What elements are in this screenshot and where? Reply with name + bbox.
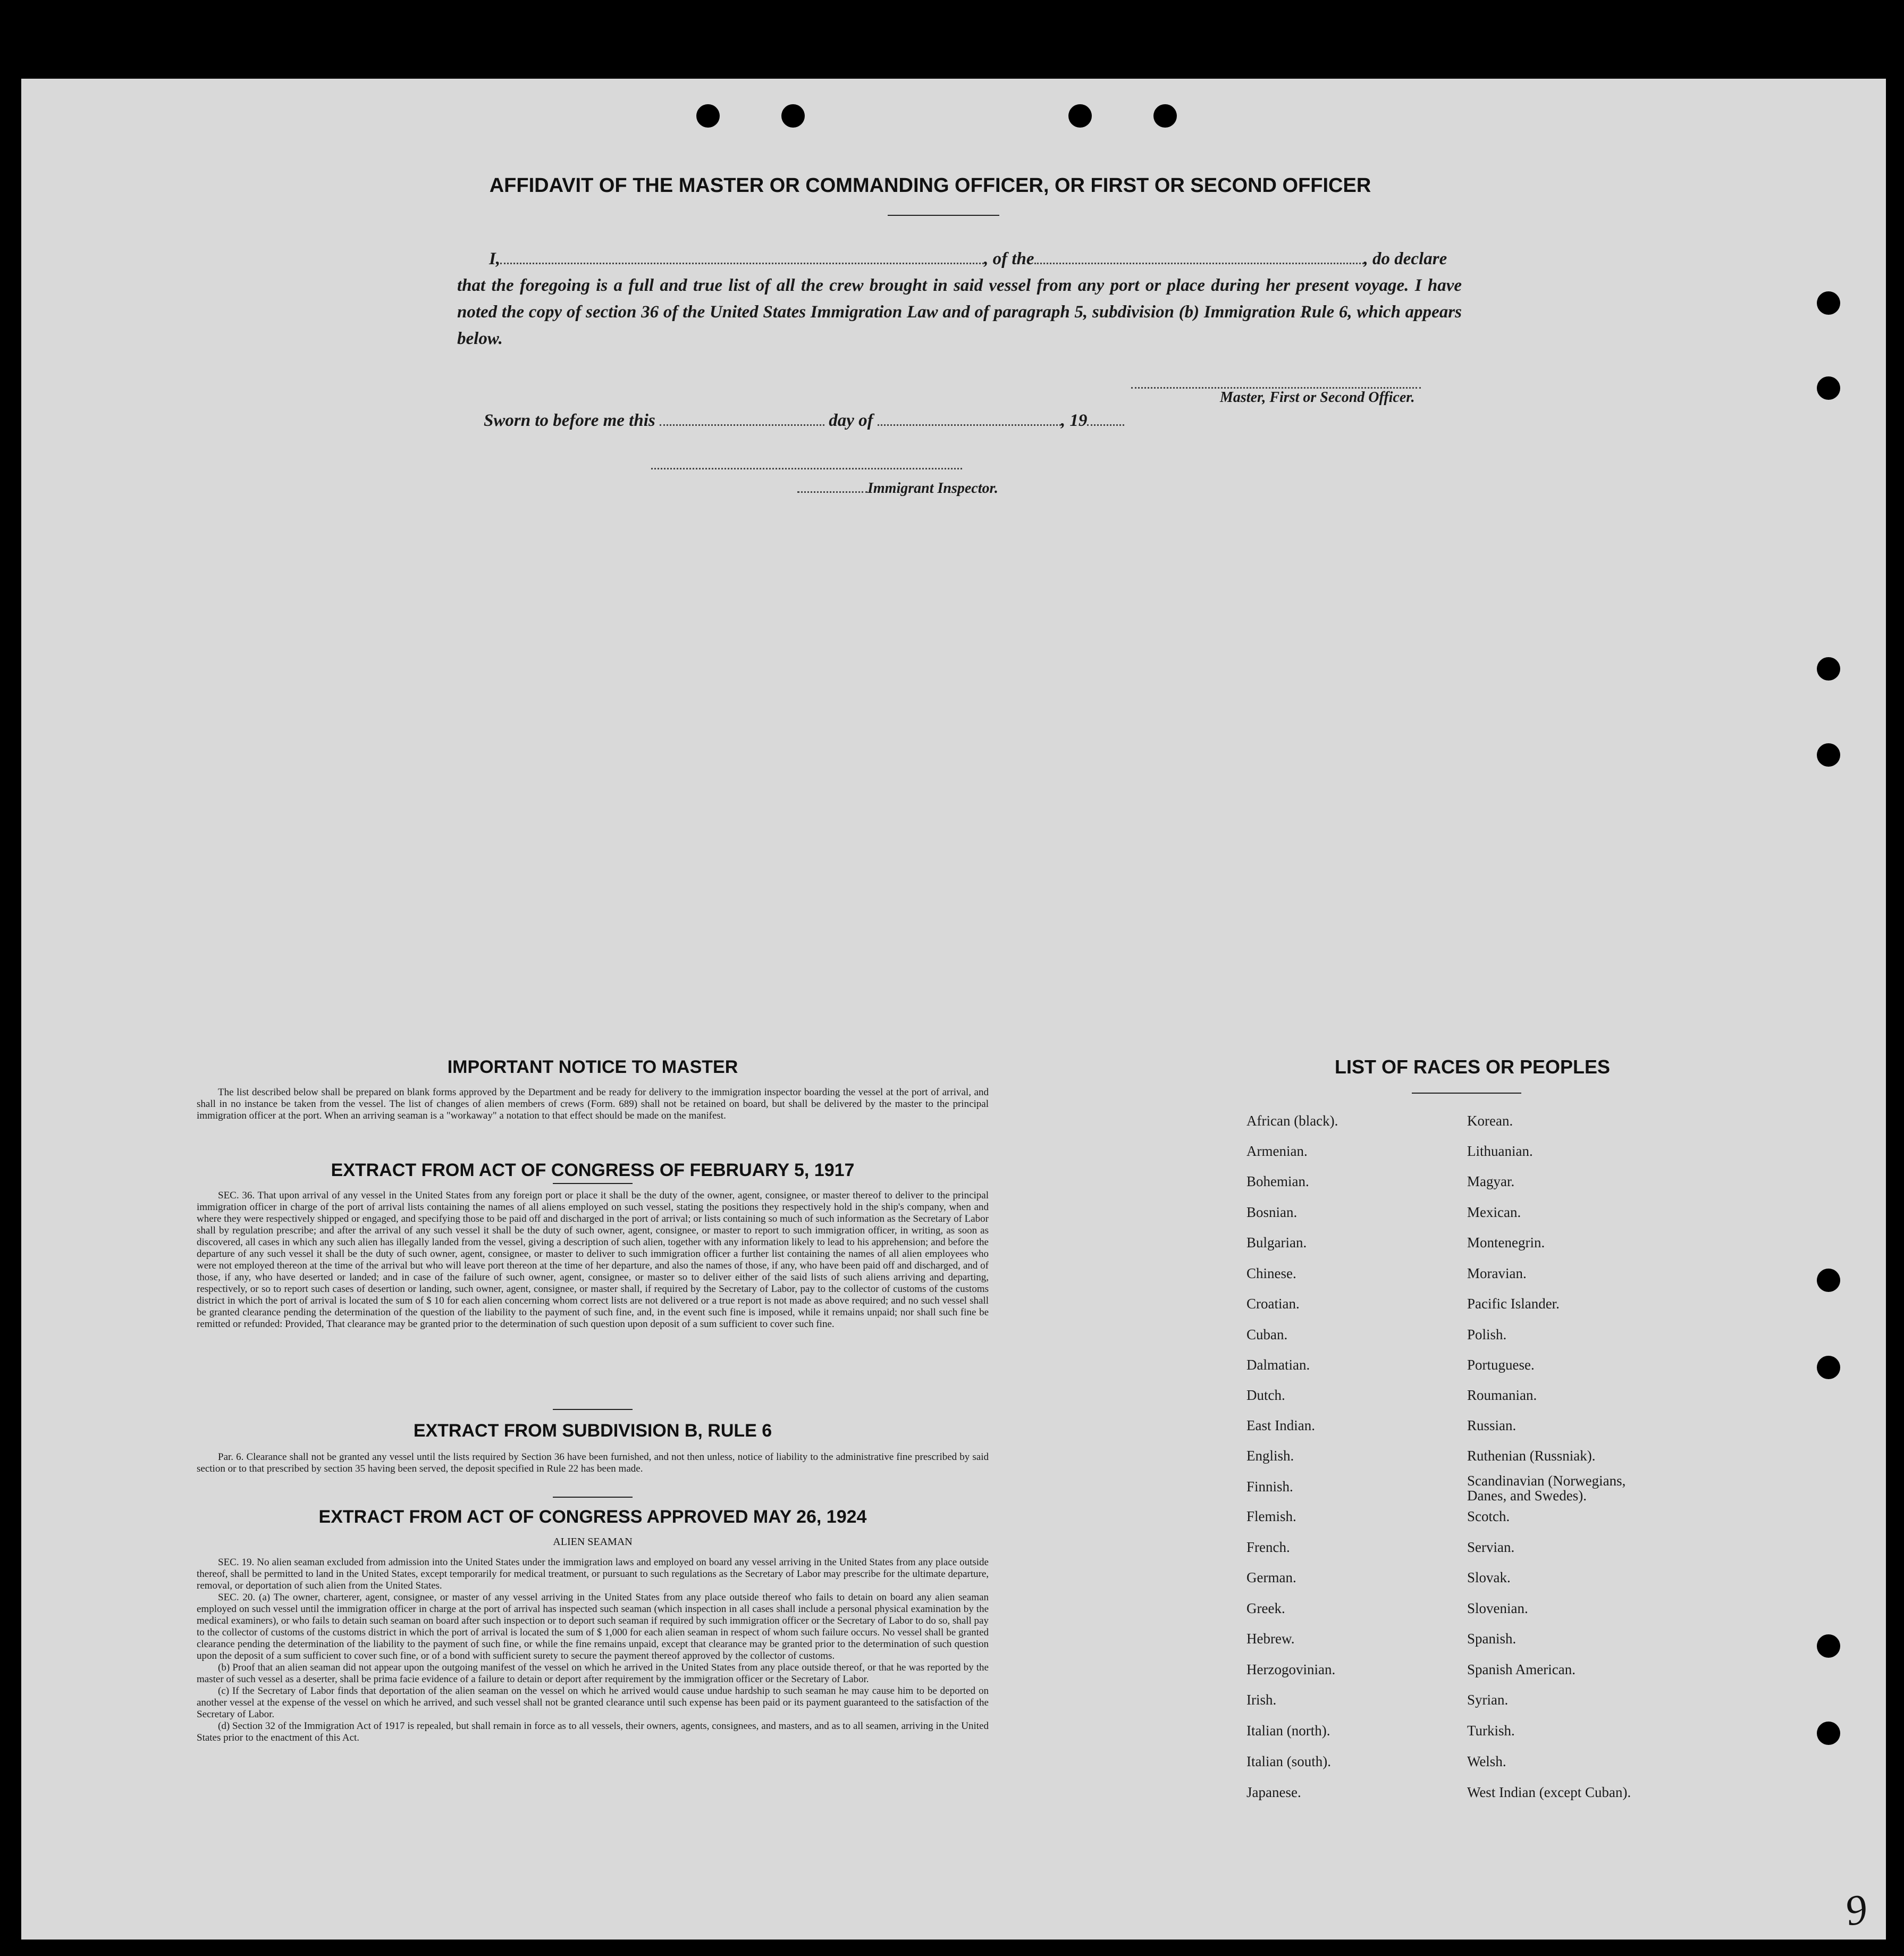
sworn-day: day of bbox=[829, 411, 873, 430]
extract-rule-6-text bbox=[197, 1451, 989, 1475]
master-signature-line bbox=[1131, 372, 1421, 389]
race-item: Slovak. bbox=[1467, 1569, 1511, 1585]
race-item: Mexican. bbox=[1467, 1204, 1521, 1220]
punch-hole bbox=[1068, 104, 1092, 128]
race-item: Lithuanian. bbox=[1467, 1143, 1533, 1159]
sec20d-paragraph: (d) Section 32 of the Immigration Act of 1917 is repealed, but shall remain in force as to all vessels, their owners, agents, consignees, and masters, and as to all seamen, arriving in the United States prior to the enactment of this Act. bbox=[197, 1720, 989, 1743]
race-item: Bohemian. bbox=[1246, 1173, 1309, 1189]
title-rule bbox=[888, 215, 999, 216]
race-item: Armenian. bbox=[1246, 1143, 1308, 1159]
affidavit-statement: that the foregoing is a full and true list of all the crew brought in said vessel from any port or place during her present voyage. I have noted the copy of section 36 of the United States Immigration Law and of paragraph 5, subdivision (b) Immigration Rule 6, which appears below. bbox=[457, 276, 1462, 348]
affidavit-title: AFFIDAVIT OF THE MASTER OR COMMANDING OFFICER, OR FIRST OR SECOND OFFICER bbox=[489, 174, 1371, 197]
race-item: Croatian. bbox=[1246, 1296, 1300, 1312]
punch-hole bbox=[696, 104, 720, 128]
punch-hole bbox=[1817, 291, 1840, 315]
races-title: LIST OF RACES OR PEOPLES bbox=[1334, 1056, 1611, 1078]
race-item: Japanese. bbox=[1246, 1784, 1301, 1800]
sworn-month-blank bbox=[878, 409, 1061, 426]
race-item: Scandinavian (Norwegians, Danes, and Swedes). bbox=[1467, 1473, 1626, 1504]
inspector-signature-line bbox=[651, 453, 962, 469]
notice-paragraph: The list described below shall be prepared on blank forms approved by the Department and be ready for delivery to the immigration inspector boarding the vessel at the port of arrival, and shall in no instance be taken from the vessel. The list of changes of alien members of crews (Form. 689) shall not be retained on board, but shall be delivered by the master to the principal immigration officer at the port. When an arriving seaman is a "workaway" a notation to that effect should be made on the manifest. bbox=[197, 1087, 989, 1121]
race-item: Greek. bbox=[1246, 1600, 1285, 1616]
sec36-paragraph: SEC. 36. That upon arrival of any vessel in the United States from any foreign port or place it shall be the duty of the owner, agent, consignee, or master thereof to deliver to the principal immigration officer in charge of the port of arrival lists containing the names of all aliens employed on such vessel, stating the positions they respectively hold in the ship's company, when and where they were respectively shipped or engaged, and specifying those to be paid off and discharged in the port of arrival; or lists containing so much of such information as the Secretary of Labor shall by regulation prescribe; and after the arrival of any such vessel it shall be the duty of such owner, agent, consignee, or master to report to such immigration officer, in writing, as soon as discovered, all cases in which any such alien has illegally landed from the vessel, giving a description of such alien, together with any information likely to lead to his apprehension; and before the departure of any such vessel it shall be the duty of such owner, agent, consignee, or master to deliver to such immigration officer a further list containing the names of all alien employees who were not employed thereon at the time of the arrival but who will leave port thereon at the time of her departure, and also the names of those, if any, who have been paid off and discharged, and of those, if any, who have deserted or landed; and in case of the failure of such owner, agent, consignee, or master so to deliver either of the said lists of such aliens arriving and departing, respectively, or so to report such cases of desertion or landing, such owner, agent, consignee, or master shall, if required by the Secretary of Labor, pay to the collector of customs of the customs district in which the port of arrival is located the sum of $ 10 for each alien concerning whom correct lists are not delivered or a true report is not made as above required; and no such vessel shall be granted clearance pending the determination of the question of the liability to the payment of such fine, and, in the event such fine is imposed, while it remains unpaid; nor shall such fine be remitted or refunded: Provided, That clearance may be granted prior to the determination of such question upon deposit of a sum sufficient to cover such fine. bbox=[197, 1190, 989, 1330]
inspector-label: Immigrant Inspector. bbox=[867, 480, 998, 497]
punch-hole bbox=[781, 104, 805, 128]
race-item: Pacific Islander. bbox=[1467, 1296, 1560, 1312]
alien-seaman-subtitle: ALIEN SEAMAN bbox=[553, 1536, 633, 1548]
races-title-rule bbox=[1412, 1093, 1521, 1094]
race-item: Polish. bbox=[1467, 1327, 1507, 1342]
race-item: Spanish. bbox=[1467, 1631, 1517, 1647]
affidavit-body bbox=[457, 246, 1462, 352]
race-item: Flemish. bbox=[1246, 1508, 1296, 1524]
race-item: Irish. bbox=[1246, 1692, 1277, 1708]
race-item: Ruthenian (Russniak). bbox=[1467, 1448, 1596, 1464]
race-item: Magyar. bbox=[1467, 1173, 1515, 1189]
name-blank bbox=[500, 248, 984, 264]
sec20b-paragraph: (b) Proof that an alien seaman did not appear upon the outgoing manifest of the vessel on which he arrived in the United States from any place outside thereof, or that he was reported by the master of such vessel as a deserter, shall be prima facie evidence of a failure to detain or deport after requirement by the immigration officer or the Secretary of Labor. bbox=[197, 1662, 989, 1685]
race-item: Turkish. bbox=[1467, 1723, 1515, 1739]
inspector-blank bbox=[797, 481, 867, 493]
affidavit-first-line bbox=[457, 246, 1462, 272]
race-item: Bosnian. bbox=[1246, 1204, 1298, 1220]
par6-paragraph: Par. 6. Clearance shall not be granted any vessel until the lists required by Section 36 have been furnished, and not then unless, notice of liability to the administrative fine prescribed by said section or to that prescribed by section 35 having been served, the deposit specified in Rule 22 has been made. bbox=[197, 1451, 989, 1474]
sec19-paragraph: SEC. 19. No alien seaman excluded from admission into the United States under the immigration laws and employed on board any vessel arriving in the United States from any place outside thereof, shall be permitted to land in the United States, except temporarily for medical treatment, or pursuant to such regulations as the Secretary of Labor may prescribe for the ultimate departure, removal, or deportation of such alien from the United States. bbox=[197, 1557, 989, 1591]
race-item: Russian. bbox=[1467, 1417, 1517, 1433]
sworn-year-blank bbox=[1087, 409, 1124, 426]
race-item: Roumanian. bbox=[1467, 1387, 1537, 1403]
race-item: Dalmatian. bbox=[1246, 1357, 1310, 1373]
inspector-line bbox=[797, 480, 998, 497]
notice-text bbox=[197, 1087, 989, 1122]
race-item: Scotch. bbox=[1467, 1508, 1510, 1524]
race-item: Italian (north). bbox=[1246, 1723, 1330, 1739]
race-item: Finnish. bbox=[1246, 1479, 1293, 1495]
race-item: Korean. bbox=[1467, 1113, 1513, 1129]
punch-hole bbox=[1817, 1722, 1840, 1745]
race-item: French. bbox=[1246, 1539, 1290, 1555]
affidavit-declare: , do declare bbox=[1363, 249, 1447, 268]
race-item: African (black). bbox=[1246, 1113, 1338, 1129]
race-item: Herzogovinian. bbox=[1246, 1661, 1336, 1677]
punch-hole bbox=[1153, 104, 1177, 128]
extract-1924-title: EXTRACT FROM ACT OF CONGRESS APPROVED MAY 26, 1924 bbox=[318, 1507, 867, 1527]
race-item: English. bbox=[1246, 1448, 1294, 1464]
affidavit-i: I, bbox=[489, 249, 501, 268]
race-item: West Indian (except Cuban). bbox=[1467, 1784, 1631, 1800]
race-item: East Indian. bbox=[1246, 1417, 1315, 1433]
race-item: Welsh. bbox=[1467, 1753, 1506, 1769]
extract-1917-title: EXTRACT FROM ACT OF CONGRESS OF FEBRUARY 5, 1917 bbox=[331, 1160, 855, 1180]
punch-hole bbox=[1817, 1634, 1840, 1658]
extract-1924-text bbox=[197, 1557, 989, 1744]
race-item: Servian. bbox=[1467, 1539, 1515, 1555]
handwritten-page-number: 9 bbox=[1841, 1885, 1871, 1935]
punch-hole bbox=[1817, 1356, 1840, 1379]
race-item: Spanish American. bbox=[1467, 1661, 1576, 1677]
race-item: Italian (south). bbox=[1246, 1753, 1331, 1769]
notice-title: IMPORTANT NOTICE TO MASTER bbox=[447, 1057, 738, 1077]
sworn-prefix: Sworn to before me this bbox=[484, 411, 655, 430]
race-item: Cuban. bbox=[1246, 1327, 1288, 1342]
punch-hole bbox=[1817, 743, 1840, 767]
sec20a-paragraph: SEC. 20. (a) The owner, charterer, agent, consignee, or master of any vessel arriving in the United States from any place outside thereof who fails to detain on board any alien seaman employed on such vessel until the immigration officer in charge at the port of arrival has inspected such seaman (which inspection in all cases shall include a personal physical examination by the medical examiners), or who fails to detain such seaman on board after such inspection or to deport such seaman if required by such immigration officer or the Secretary of Labor to do so, shall pay to the collector of customs of the customs district in which the port of arrival is located the sum of $ 1,000 for each alien seaman in respect of whom such failure occurs. No vessel shall be granted clearance pending the determination of the liability to the payment of such fine, or while the fine remains unpaid, except that clearance may be granted prior to the determination of such question upon the deposit of a sum sufficient to cover such fine, or of a bond with sufficient surety to secure the payment thereof approved by the collector of customs. bbox=[197, 1592, 989, 1661]
race-item: Hebrew. bbox=[1246, 1631, 1295, 1647]
race-item: Portuguese. bbox=[1467, 1357, 1535, 1373]
punch-hole bbox=[1817, 657, 1840, 681]
rule-6-separator bbox=[553, 1409, 633, 1410]
vessel-blank bbox=[1034, 248, 1364, 264]
race-item: Syrian. bbox=[1467, 1692, 1509, 1708]
sec20c-paragraph: (c) If the Secretary of Labor finds that deportation of the alien seaman on the vessel on which he arrived would cause undue hardship to such seaman he may cause him to be deported on another vessel at the expense of the vessel on which he arrived, and such vessel shall not be granted clearance until such expense has been paid or its payment guaranteed to the satisfaction of the Secretary of Labor. bbox=[197, 1685, 989, 1720]
extract-1917-text bbox=[197, 1190, 989, 1330]
race-item: Dutch. bbox=[1246, 1387, 1285, 1403]
race-item: Montenegrin. bbox=[1467, 1235, 1545, 1250]
master-label: Master, First or Second Officer. bbox=[1220, 389, 1415, 406]
extract-rule-6-title: EXTRACT FROM SUBDIVISION B, RULE 6 bbox=[413, 1421, 772, 1441]
punch-hole bbox=[1817, 376, 1840, 400]
extract-1917-rule bbox=[553, 1183, 633, 1184]
sworn-line bbox=[484, 409, 1124, 431]
extract-1924-separator bbox=[553, 1497, 633, 1498]
punch-hole bbox=[1817, 1269, 1840, 1292]
affidavit-of-the: , of the bbox=[984, 249, 1034, 268]
race-item: Moravian. bbox=[1467, 1265, 1527, 1281]
race-item: Chinese. bbox=[1246, 1265, 1296, 1281]
race-item: Bulgarian. bbox=[1246, 1235, 1307, 1250]
race-item: German. bbox=[1246, 1569, 1296, 1585]
sworn-date-blank bbox=[660, 409, 824, 426]
race-item: Slovenian. bbox=[1467, 1600, 1528, 1616]
sworn-year: , 19 bbox=[1060, 411, 1088, 430]
